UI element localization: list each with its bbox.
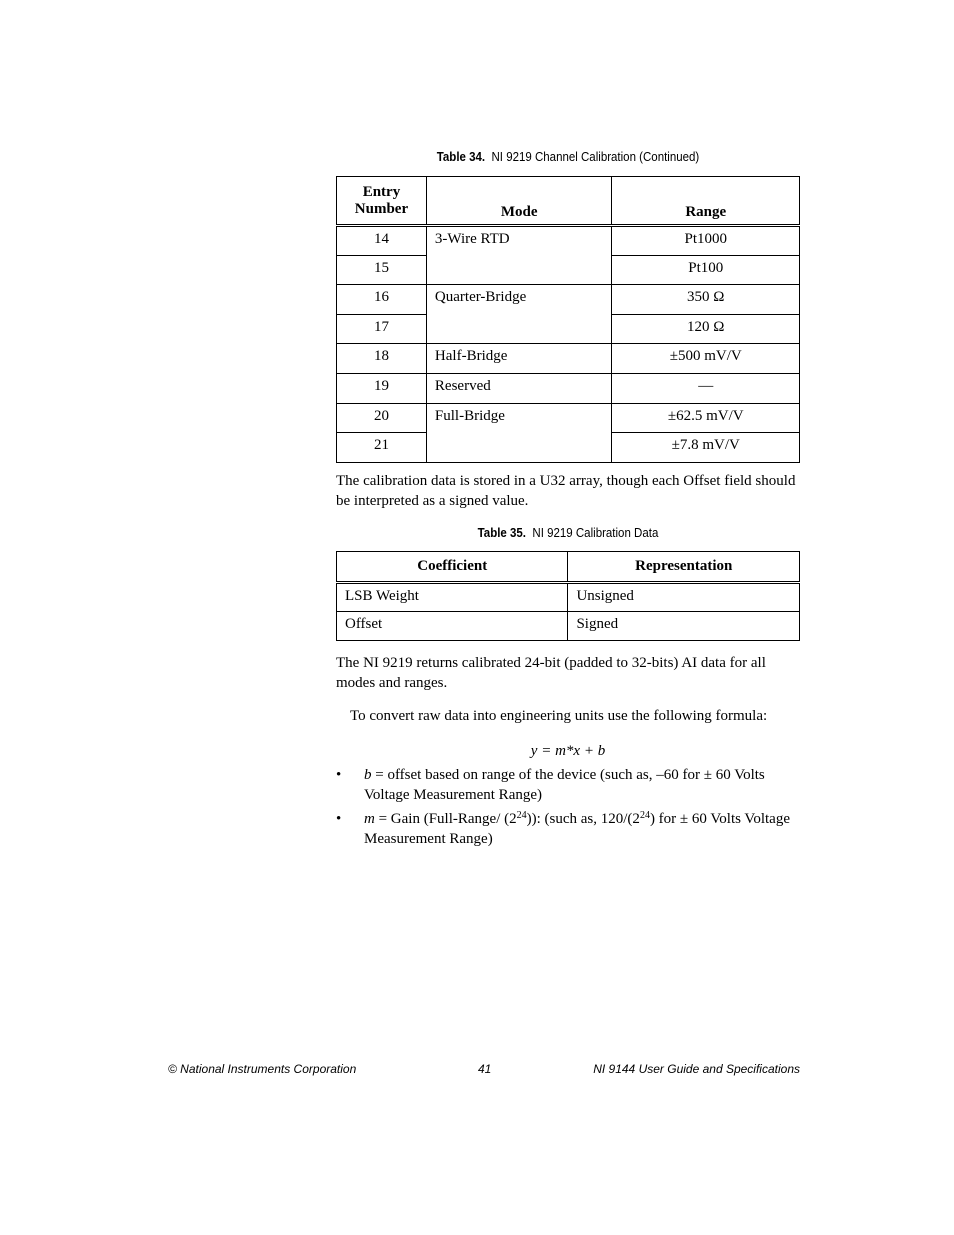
footer-document-title: NI 9144 User Guide and Specifications [593, 1062, 800, 1076]
range-cell: — [612, 373, 800, 403]
table-row [337, 403, 800, 433]
coefficient-cell: Offset [337, 612, 568, 641]
header-mode: Mode [426, 177, 612, 226]
header-range: Range [612, 177, 800, 226]
header-coefficient: Coefficient [337, 552, 568, 583]
entry-cell: 20 [337, 403, 427, 433]
range-cell: 350 Ω [612, 285, 800, 315]
table-header-row [337, 552, 800, 583]
table-34-caption-title: NI 9219 Channel Calibration (Continued) [491, 150, 700, 164]
table-row [337, 285, 800, 315]
entry-cell: 21 [337, 433, 427, 463]
channel-calibration-table [336, 176, 800, 463]
range-cell: ±500 mV/V [612, 344, 800, 374]
representation-cell: Unsigned [568, 583, 800, 612]
mode-cell: Reserved [426, 373, 612, 403]
bullet-gain [336, 810, 806, 849]
header-representation: Representation [568, 552, 800, 583]
exponent-2: 24 [639, 810, 650, 821]
mode-cell: Quarter-Bridge [426, 285, 612, 344]
gain-text-1: = Gain (Full-Range/ (2 [374, 811, 517, 827]
table-row [337, 226, 800, 256]
variable-b: b [364, 767, 372, 783]
mode-cell: Full-Bridge [426, 403, 612, 462]
table-row [337, 583, 800, 612]
table-row [337, 344, 800, 374]
footer-copyright: © National Instruments Corporation [168, 1062, 357, 1076]
entry-cell: 14 [337, 226, 427, 256]
bullet-dot: • [336, 767, 342, 783]
table-row [337, 373, 800, 403]
table-header-row [337, 177, 800, 226]
table-35-caption [355, 526, 782, 540]
range-cell: Pt1000 [612, 226, 800, 256]
table-35-caption-title: NI 9219 Calibration Data [532, 526, 659, 540]
entry-cell: 15 [337, 255, 427, 285]
range-cell: 120 Ω [612, 314, 800, 344]
table-34-caption-label: Table 34. [436, 150, 486, 164]
range-cell: ±62.5 mV/V [612, 403, 800, 433]
range-cell: ±7.8 mV/V [612, 433, 800, 463]
coefficient-cell: LSB Weight [337, 583, 568, 612]
entry-cell: 16 [337, 285, 427, 315]
mode-cell: Half-Bridge [426, 344, 612, 374]
exponent-1: 24 [516, 810, 527, 821]
entry-cell: 19 [337, 373, 427, 403]
table-34-caption [355, 150, 782, 164]
entry-cell: 18 [337, 344, 427, 374]
bullet-offset [336, 766, 806, 805]
table-row [337, 612, 800, 641]
header-entry-number: Entry Number [337, 177, 427, 226]
gain-text-2: )): (such as, 120/(2 [526, 811, 640, 827]
conversion-formula: y = m*x + b [530, 743, 606, 759]
entry-cell: 17 [337, 314, 427, 344]
calibrated-data-paragraph: The NI 9219 returns calibrated 24-bit (padded to 32-bits) AI data for all modes and ranges. [336, 655, 766, 691]
variable-m: m [364, 811, 375, 827]
conversion-intro-paragraph: To convert raw data into engineering units use the following formula: [350, 708, 768, 724]
offset-description: = offset based on range of the device (such as, –60 for ± 60 Volts Voltage Measurement Range) [364, 767, 765, 803]
calibration-storage-paragraph: The calibration data is stored in a U32 array, though each Offset field should be interpreted as a signed value. [336, 473, 796, 509]
footer-page-number: 41 [478, 1062, 492, 1076]
range-cell: Pt100 [612, 255, 800, 285]
bullet-dot: • [336, 811, 342, 827]
mode-cell: 3-Wire RTD [426, 226, 612, 285]
representation-cell: Signed [568, 612, 800, 641]
table-35-caption-label: Table 35. [477, 526, 527, 540]
gain-text-3: ) for ± 60 Volts Voltage Measurement Range) [364, 811, 790, 847]
calibration-data-table [336, 551, 800, 641]
